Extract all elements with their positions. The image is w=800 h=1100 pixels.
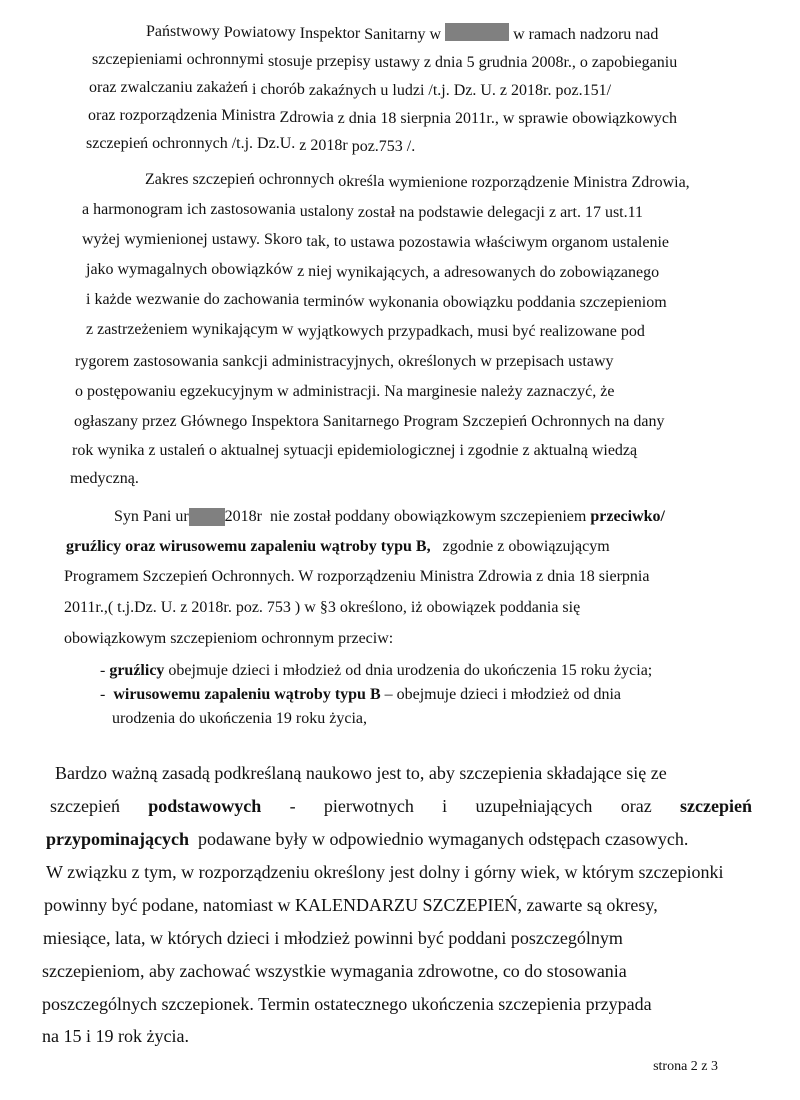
- text: szczepień ochronnych /t.j. Dz.U.: [86, 135, 296, 152]
- text: oraz: [620, 796, 652, 816]
- text: wyjątkowych przypadkach, musi być realizowane pod: [297, 323, 645, 340]
- text: wykonania obowiązku poddania szczepieniom: [368, 294, 667, 311]
- text: z niej: [297, 263, 333, 280]
- p2-line-11: medyczną.: [70, 470, 139, 487]
- text-bold: gruźlicy oraz wirusowemu zapaleniu wątroby typu B,: [66, 538, 431, 555]
- p1-line-4: [88, 106, 677, 128]
- text: ustalony: [299, 203, 354, 220]
- p3-line-3: Programem Szczepień Ochronnych. W rozporządzeniu Ministra Zdrowia z dnia 18 sierpnia: [64, 568, 650, 585]
- p4-line-2: [50, 796, 752, 818]
- p1-line-3: [89, 78, 611, 100]
- text: w: [429, 26, 442, 43]
- p4-line-8: poszczególnych szczepionek. Termin ostatecznego ukończenia szczepienia przypada: [42, 994, 652, 1014]
- p2-line-1: [145, 170, 690, 192]
- text: 2018r: [224, 508, 262, 525]
- text: z dnia 5 grudnia 2008r., o zapobieganiu: [423, 54, 678, 71]
- p4-line-6: miesiące, lata, w których dzieci i młodzież powinni być poddani poszczególnym: [43, 928, 623, 948]
- text: wymienione rozporządzenie Ministra Zdrowia,: [388, 174, 690, 191]
- text: pierwotnych: [323, 796, 414, 816]
- text: oraz rozporządzenia Ministra: [88, 107, 276, 124]
- text: szczepieniami ochronnymi: [92, 51, 264, 68]
- text: Inspektor: [299, 25, 361, 42]
- text: stosuje przepisy: [267, 53, 371, 70]
- text: oraz zwalczaniu zakażeń: [89, 79, 248, 96]
- text: tak, to: [306, 233, 347, 250]
- p2-line-2: [82, 200, 643, 222]
- text: wynikających, a adresowanych do zobowiązanego: [336, 264, 660, 281]
- text: 18 sierpnia 2011r., w sprawie obowiązkowych: [380, 110, 677, 127]
- text: a harmonogram ich zastosowania: [82, 201, 296, 218]
- text-bold: gruźlicy: [109, 662, 165, 679]
- text-bold: przeciwko/: [590, 508, 665, 525]
- p2-line-9: ogłaszany przez Głównego Inspektora Sanitarnego Program Szczepień Ochronnych na dany: [74, 413, 665, 430]
- text: ustawy: [374, 54, 420, 71]
- text: podawane były w odpowiednio wymaganych odstępach czasowych.: [198, 829, 689, 849]
- bullet-item-2-cont: urodzenia do ukończenia 19 roku życia,: [112, 710, 368, 727]
- p4-line-3: [46, 829, 688, 851]
- text: u ludzi /t.j. Dz. U. z 2018r. poz.151/: [380, 82, 612, 99]
- text: zakaźnych: [308, 82, 377, 99]
- text: terminów: [303, 293, 365, 310]
- p3-line-1: [114, 507, 665, 529]
- text: Zakres szczepień ochronnych: [145, 171, 335, 188]
- text: Powiatowy: [223, 24, 296, 41]
- text: został na podstawie delegacji z art. 17 ust.11: [357, 204, 644, 221]
- text: wyżej wymienionej ustawy. Skoro: [82, 231, 303, 248]
- text: poz.753 /.: [351, 138, 416, 155]
- p4-line-9: na 15 i 19 rok życia.: [42, 1026, 189, 1046]
- p2-line-5: [86, 290, 667, 312]
- p3-line-2: [66, 537, 610, 559]
- text: z zastrzeżeniem wynikającym w: [86, 321, 294, 338]
- p4-line-7: szczepieniom, aby zachować wszystkie wymagania zdrowotne, co do stosowania: [42, 961, 627, 981]
- text-bold: podstawowych: [148, 796, 262, 816]
- text: z 2018r: [299, 137, 348, 154]
- text-bold: wirusowemu zapaleniu wątroby typu B: [113, 686, 381, 703]
- text: i chorób: [252, 81, 305, 98]
- text: -: [289, 796, 296, 816]
- text-bold: szczepień: [680, 796, 752, 816]
- p3-line-5: obowiązkowym szczepieniom ochronnym przeciw:: [64, 630, 394, 647]
- p4-line-1: Bardzo ważną zasadą podkreślaną naukowo jest to, aby szczepienia składające się ze: [55, 763, 667, 783]
- p2-line-10: rok wynika z ustaleń o aktualnej sytuacji epidemiologicznej i zgodnie z aktualną wiedzą: [72, 442, 638, 459]
- text: Syn Pani ur: [114, 508, 189, 525]
- text: określa: [338, 173, 385, 190]
- p2-line-3: [82, 230, 669, 252]
- text: z dnia: [337, 110, 377, 127]
- p4-line-4: W związku z tym, w rozporządzeniu określony jest dolny i górny wiek, w którym szczepionki: [46, 862, 724, 882]
- page-number: strona 2 z 3: [653, 1059, 718, 1074]
- bullet-dash: -: [100, 686, 106, 703]
- redaction-box: [189, 508, 225, 526]
- text: Sanitarny: [364, 26, 426, 43]
- text: i każde wezwanie do zachowania: [86, 291, 300, 308]
- p3-line-4: 2011r.,( t.j.Dz. U. z 2018r. poz. 753 ) w §3 określono, iż obowiązek poddania się: [64, 599, 581, 616]
- text: uzupełniających: [475, 796, 593, 816]
- p2-line-8: o postępowaniu egzekucyjnym w administracji. Na marginesie należy zaznaczyć, że: [75, 383, 615, 400]
- p4-line-5: powinny być podane, natomiast w KALENDARZU SZCZEPIEŃ, zawarte są okresy,: [44, 895, 658, 915]
- text: zgodnie z obowiązującym: [442, 538, 610, 555]
- bullet-dash: -: [100, 662, 106, 679]
- text: w ramach nadzoru nad: [513, 26, 659, 43]
- bullet-item-2: [100, 685, 621, 707]
- p1-line-2: [92, 50, 677, 72]
- p2-line-4: [86, 260, 659, 282]
- text: ustawa pozostawia właściwym organom ustalenie: [350, 234, 669, 251]
- text: Zdrowia: [279, 109, 334, 126]
- p2-line-7: rygorem zastosowania sankcji administracyjnych, określonych w przepisach ustawy: [75, 353, 614, 370]
- text: Państwowy: [146, 23, 220, 40]
- text: nie został poddany obowiązkowym szczepieniem: [270, 508, 587, 525]
- bullet-item-1: [100, 661, 652, 683]
- p2-line-6: [86, 320, 645, 342]
- text: jako wymagalnych obowiązków: [86, 261, 294, 278]
- text-bold: przypominających: [46, 829, 189, 849]
- text: – obejmuje dzieci i młodzież od dnia: [380, 686, 621, 703]
- p1-line-5: [86, 134, 415, 156]
- text: i: [442, 796, 448, 816]
- text: szczepień: [50, 796, 120, 816]
- p1-line-1: [146, 22, 658, 44]
- redaction-box: [445, 23, 509, 41]
- text: obejmuje dzieci i młodzież od dnia urodzenia do ukończenia 15 roku życia;: [164, 662, 653, 679]
